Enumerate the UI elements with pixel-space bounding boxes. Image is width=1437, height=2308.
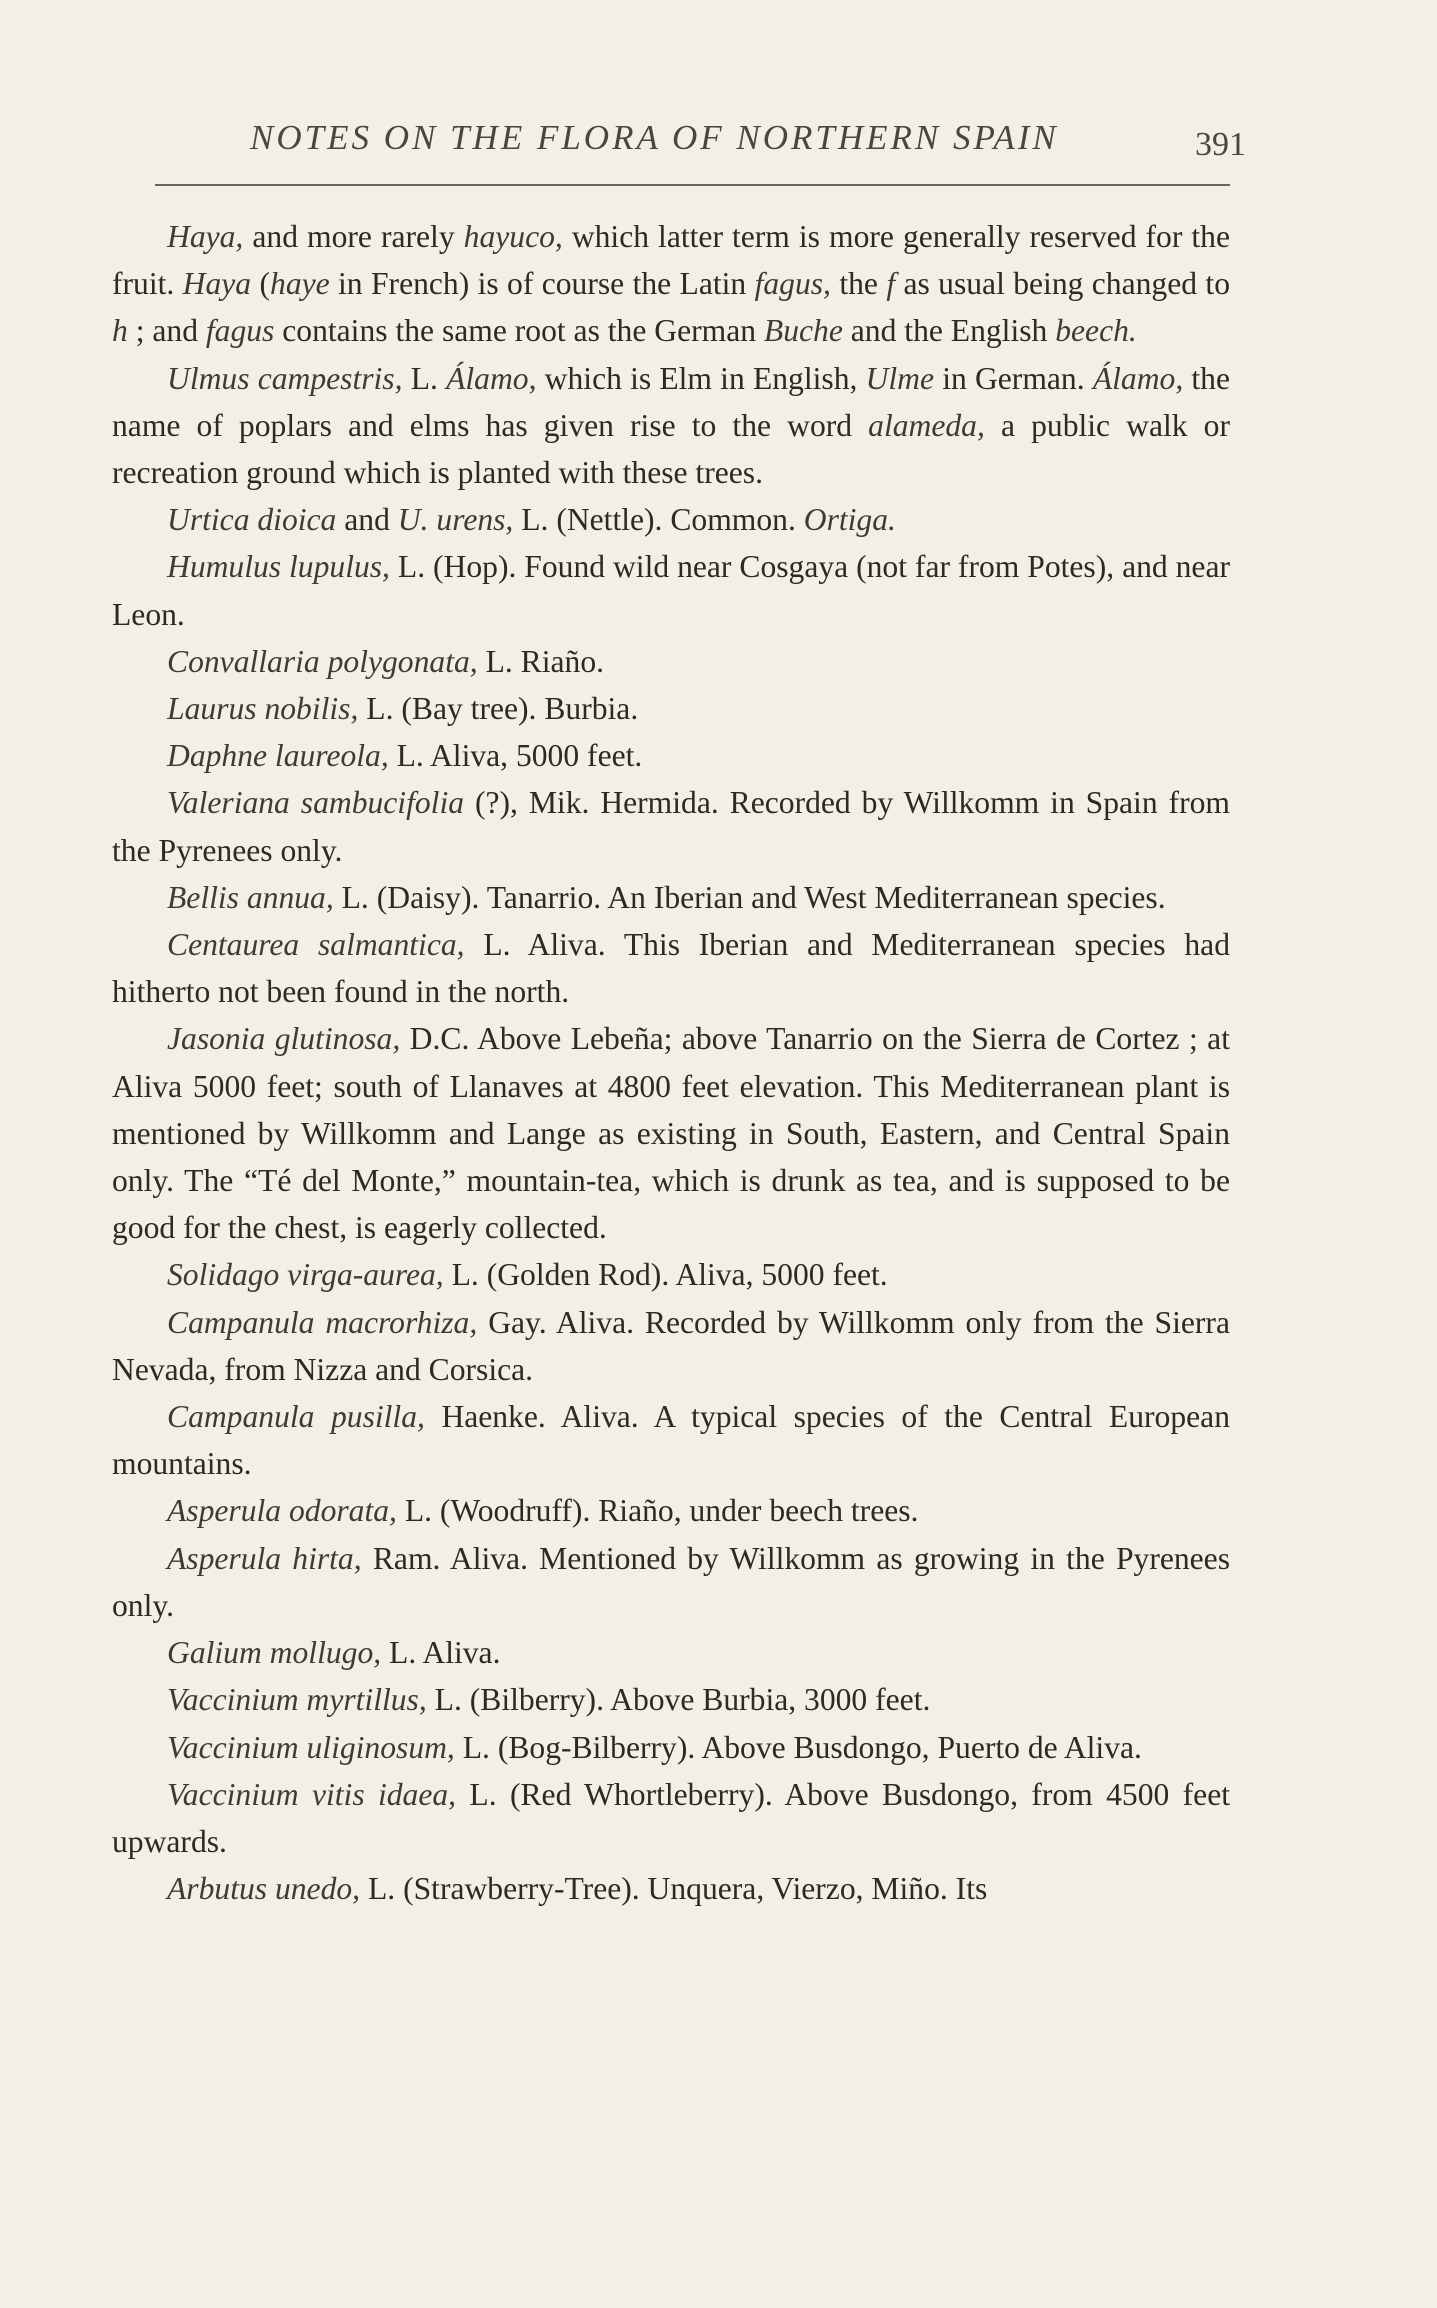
entry-text: Haenke. Aliva. A typical species of the Central European mountains. [112, 1399, 1230, 1482]
species-entry [112, 732, 1230, 779]
italic-name: Daphne laureola, [167, 738, 389, 774]
species-entry [112, 779, 1230, 873]
entry-text: L. (Nettle). Common. [513, 502, 804, 538]
entry-text: a public walk or recreation ground which is planted with these trees. [112, 407, 1231, 491]
italic-name: fagus, [754, 266, 831, 302]
italic-name: alameda, [868, 407, 985, 443]
italic-name: Álamo, [446, 360, 537, 396]
italic-name: Centaurea salmantica, [167, 927, 465, 963]
species-entry [112, 685, 1230, 732]
entry-text: contains the same root as the German [274, 313, 764, 349]
italic-name: beech. [1055, 313, 1137, 349]
entry-text: L. (Bilberry). Above Burbia, 3000 feet. [426, 1682, 931, 1718]
species-entry [112, 1771, 1230, 1865]
entry-text: L. (Red Whortleberry). Above Busdongo, from 4500 feet upwards. [112, 1776, 1230, 1859]
species-entry [112, 874, 1230, 921]
entry-text: Gay. Aliva. Recorded by Willkomm only from the Sierra Nevada, from Nizza and Corsica. [112, 1304, 1230, 1387]
italic-name: Humulus lupulus, [167, 549, 390, 585]
entry-text: L. [402, 360, 447, 396]
entry-text: L. (Daisy). Tanarrio. An Iberian and West Mediterranean species. [333, 879, 1166, 915]
italic-name: f [886, 266, 896, 302]
entry-text: the [830, 266, 887, 302]
entry-text: L. (Woodruff). Riaño, under beech trees. [396, 1493, 919, 1529]
entry-text: which is Elm in English, [536, 360, 866, 396]
species-entry [112, 1724, 1230, 1771]
italic-name: Arbutus unedo, [167, 1871, 361, 1907]
italic-name: Asperula hirta, [167, 1540, 362, 1576]
species-entry [112, 1251, 1230, 1298]
species-entry [112, 355, 1230, 497]
species-entry [112, 543, 1230, 637]
entry-text: D.C. Above Lebeña; above Tanarrio on the Sierra de Cortez ; at Aliva 5000 feet; south of Llanaves at 4800 feet elevation. This Mediterranean plant is mentioned by Willkomm and Lange as existing in South, Eastern, and Central Spain only. The “Té del Monte,” mountain-tea, which is drunk as tea, and is supposed to be good for the chest, is eagerly collected. [112, 1021, 1230, 1246]
italic-name: Galium mollugo, [167, 1635, 382, 1671]
entry-text: L. (Strawberry-Tree). Unquera, Vierzo, Miño. Its [360, 1871, 988, 1907]
entry-text: and more rarely [243, 219, 464, 254]
italic-name: Buche [763, 313, 843, 349]
species-entry [112, 1676, 1230, 1723]
italic-name: Urtica dioica [167, 502, 337, 538]
species-entry [112, 1535, 1230, 1629]
italic-name: h [112, 313, 128, 349]
entry-text: ( [251, 266, 271, 302]
italic-name: Vaccinium uliginosum, [167, 1729, 455, 1765]
italic-name: Vaccinium vitis idaea, [167, 1776, 457, 1812]
italic-name: Ulmus campestris, [167, 360, 403, 396]
italic-name: Convallaria polygonata, [167, 643, 478, 679]
species-entry [112, 921, 1230, 1015]
entry-text: in French) is of course the Latin [329, 266, 755, 302]
entry-text: ; and [127, 313, 206, 349]
italic-name: hayuco, [463, 219, 563, 254]
italic-name: Solidago virga-aurea, [167, 1257, 444, 1293]
entry-text: as usual being changed to [895, 266, 1230, 302]
italic-name: Laurus nobilis, [167, 691, 359, 727]
entry-text: L. Aliva. [381, 1635, 501, 1671]
italic-name: Jasonia glutinosa, [167, 1021, 401, 1057]
italic-name: Álamo, [1092, 360, 1184, 396]
italic-name: U. urens, [397, 502, 514, 538]
italic-name: fagus [205, 313, 275, 349]
entry-text: and the English [842, 313, 1056, 349]
entry-text: (?), Mik. Hermida. Recorded by Willkomm in Spain from the Pyrenees only. [112, 785, 1230, 868]
entry-text: L. Riaño. [477, 643, 605, 679]
species-entry [112, 1015, 1230, 1251]
entry-text: in German. [934, 360, 1093, 396]
entry-text: and [336, 502, 398, 538]
body-text [112, 213, 1230, 1912]
entry-text: L. (Bay tree). Burbia. [358, 691, 639, 727]
entry-text: the name of poplars and elms has given rise to the word [112, 360, 1231, 443]
entry-text: L. (Golden Rod). Aliva, 5000 feet. [443, 1257, 888, 1293]
entry-text: L. (Hop). Found wild near Cosgaya (not far from Potes), and near Leon. [112, 549, 1230, 632]
italic-name: Asperula odorata, [167, 1493, 397, 1529]
italic-name: Ulme [865, 360, 935, 396]
entry-text: Ram. Aliva. Mentioned by Willkomm as growing in the Pyrenees only. [112, 1540, 1230, 1623]
italic-name: Haya [182, 266, 252, 302]
species-entry [112, 1629, 1230, 1676]
italic-name: haye [270, 266, 330, 302]
italic-name: Vaccinium myrtillus, [167, 1682, 427, 1718]
running-head: NOTES ON THE FLORA OF NORTHERN SPAIN [250, 118, 1059, 157]
italic-name: Bellis annua, [167, 879, 334, 915]
species-entry [112, 638, 1230, 685]
species-entry [112, 1393, 1230, 1487]
species-entry [112, 1299, 1230, 1393]
italic-name: Valeriana sambucifolia [167, 785, 465, 821]
species-entry [112, 213, 1230, 355]
species-entry [112, 1865, 1230, 1912]
entry-text: L. Aliva, 5000 feet. [388, 738, 643, 774]
species-entry [112, 496, 1230, 543]
species-entry [112, 1487, 1230, 1534]
entry-text: which latter term is more generally reserved for the fruit. [112, 219, 1230, 302]
italic-name: Ortiga. [803, 502, 896, 538]
entry-text: L. (Bog-Bilberry). Above Busdongo, Puerto de Aliva. [454, 1729, 1142, 1765]
entry-text: L. Aliva. This Iberian and Mediterranean species had hitherto not been found in the north. [112, 927, 1230, 1010]
italic-name: Campanula pusilla, [167, 1399, 425, 1435]
italic-name: Haya, [167, 219, 244, 254]
italic-name: Campanula macrorhiza, [167, 1304, 478, 1340]
header-rule [155, 184, 1230, 186]
page-number: 391 [1195, 126, 1246, 163]
